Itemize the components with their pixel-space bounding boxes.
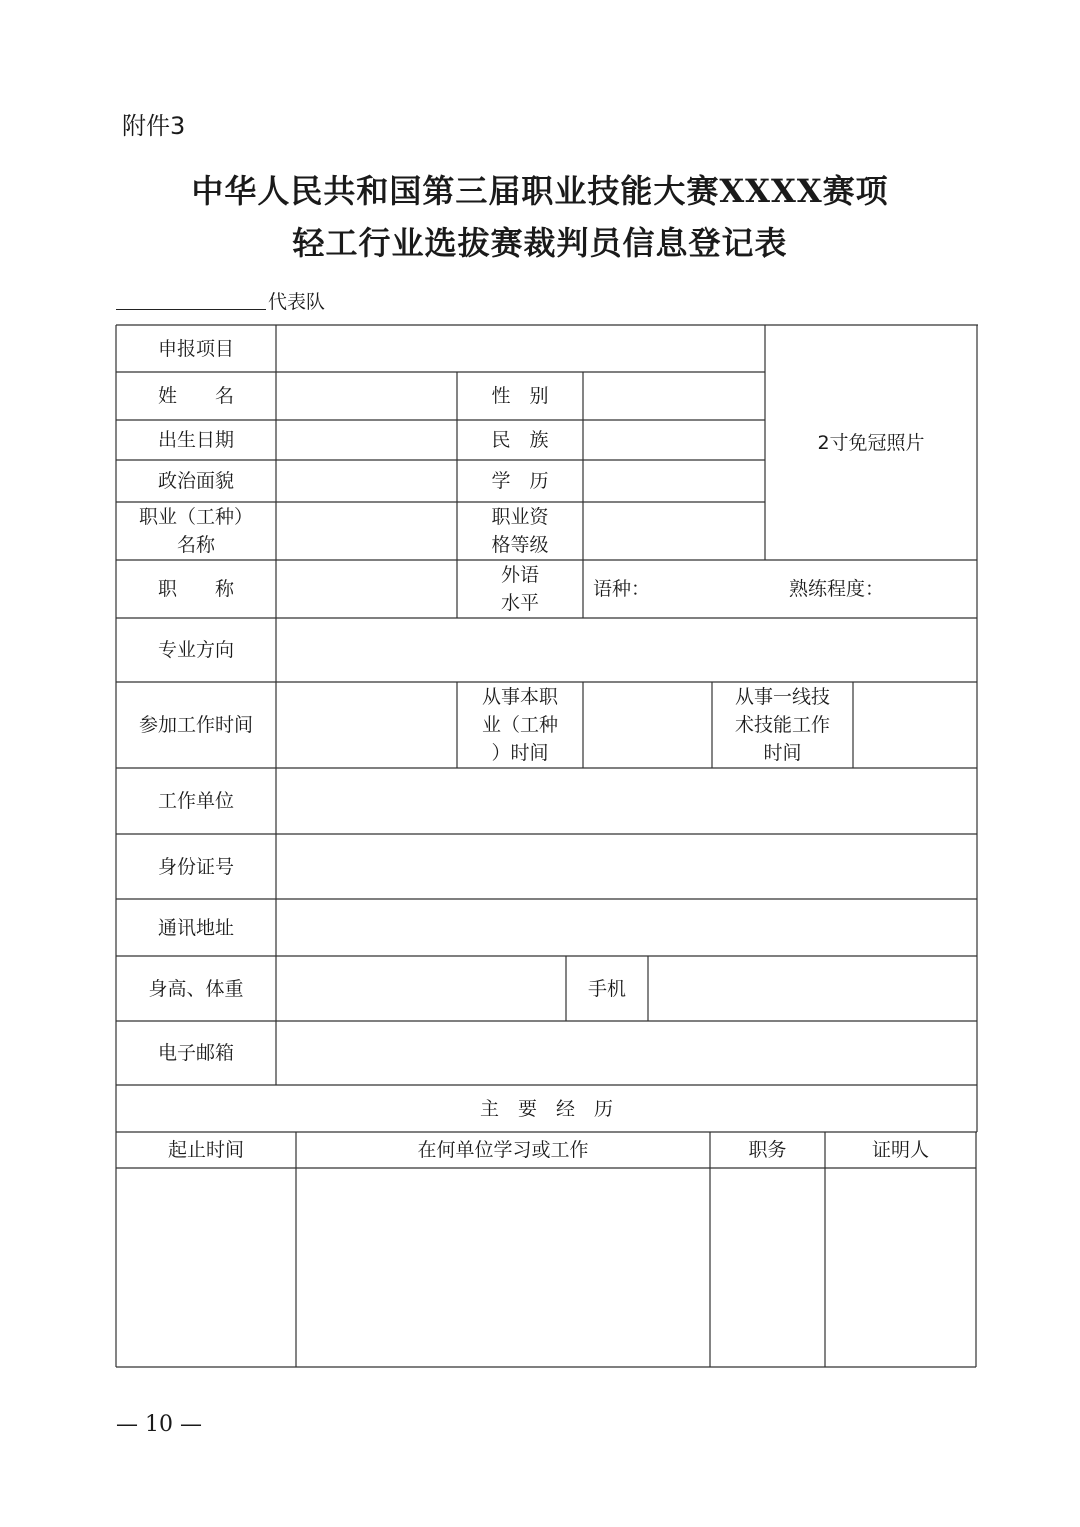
registration-table (115, 324, 979, 1368)
project-label: 申报项目 (157, 337, 234, 360)
attachment-label: 附件3 (122, 112, 186, 140)
team-name-blank[interactable] (116, 288, 266, 310)
name-label: 姓 名 (157, 385, 234, 407)
address-label: 通讯地址 (157, 916, 234, 939)
name-field[interactable] (276, 372, 457, 420)
email-label: 电子邮箱 (157, 1042, 234, 1064)
experience-period-field[interactable] (116, 1168, 296, 1367)
experience-heading: 主 要 经 历 (479, 1097, 613, 1120)
id-number-field[interactable] (276, 834, 977, 899)
address-field[interactable] (276, 899, 977, 956)
ethnicity-field[interactable] (583, 420, 765, 460)
experience-col-organization: 在何单位学习或工作 (417, 1139, 589, 1161)
form-title-line1: 中华人民共和国第三届职业技能大赛XXXX赛项 (191, 172, 889, 210)
experience-organization-field[interactable] (296, 1168, 710, 1367)
occupation-label: 职业（工种） 名称 (138, 506, 253, 556)
birth-field[interactable] (276, 420, 457, 460)
project-field[interactable] (276, 325, 765, 372)
gender-label: 性 别 (491, 385, 549, 407)
photo-placeholder[interactable]: 2寸免冠照片 (817, 431, 925, 454)
experience-col-witness: 证明人 (871, 1139, 929, 1161)
work-start-label: 参加工作时间 (138, 714, 253, 736)
title-label: 职 称 (157, 578, 234, 600)
gender-field[interactable] (583, 372, 765, 420)
proficiency-field[interactable]: 熟练程度： (789, 578, 885, 600)
id-number-label: 身份证号 (157, 855, 234, 878)
experience-col-position: 职务 (748, 1139, 787, 1161)
mobile-field[interactable] (648, 956, 977, 1021)
occupation-time-label: 从事本职 业（工种 ）时间 (481, 686, 558, 764)
birth-label: 出生日期 (157, 429, 234, 451)
occupation-field[interactable] (276, 502, 457, 560)
experience-witness-field[interactable] (825, 1168, 976, 1367)
height-weight-label: 身高、体重 (148, 977, 244, 1000)
page-number: — 10 — (116, 1412, 202, 1437)
qualification-label: 职业资 格等级 (491, 506, 549, 556)
education-label: 学 历 (491, 470, 549, 492)
major-label: 专业方向 (157, 639, 234, 661)
mobile-label: 手机 (587, 977, 626, 1000)
team-suffix-label: 代表队 (268, 291, 326, 313)
experience-position-field[interactable] (710, 1168, 825, 1367)
ethnicity-label: 民 族 (491, 429, 549, 451)
form-title-line2: 轻工行业选拔赛裁判员信息登记表 (292, 224, 788, 262)
occupation-time-field[interactable] (583, 682, 712, 768)
language-field[interactable]: 语种： (593, 578, 651, 600)
qualification-field[interactable] (583, 502, 765, 560)
work-start-field[interactable] (276, 682, 457, 768)
politics-label: 政治面貌 (157, 470, 234, 492)
education-field[interactable] (583, 460, 765, 502)
employer-field[interactable] (276, 768, 977, 834)
experience-col-period: 起止时间 (167, 1139, 244, 1161)
height-weight-field[interactable] (276, 956, 566, 1021)
politics-field[interactable] (276, 460, 457, 502)
frontline-time-field[interactable] (853, 682, 977, 768)
foreign-language-label: 外语 水平 (500, 564, 539, 614)
title-field[interactable] (276, 560, 457, 618)
frontline-time-label: 从事一线技 术技能工作 时间 (734, 686, 830, 764)
email-field[interactable] (276, 1021, 977, 1085)
employer-label: 工作单位 (157, 790, 234, 812)
major-field[interactable] (276, 618, 977, 682)
